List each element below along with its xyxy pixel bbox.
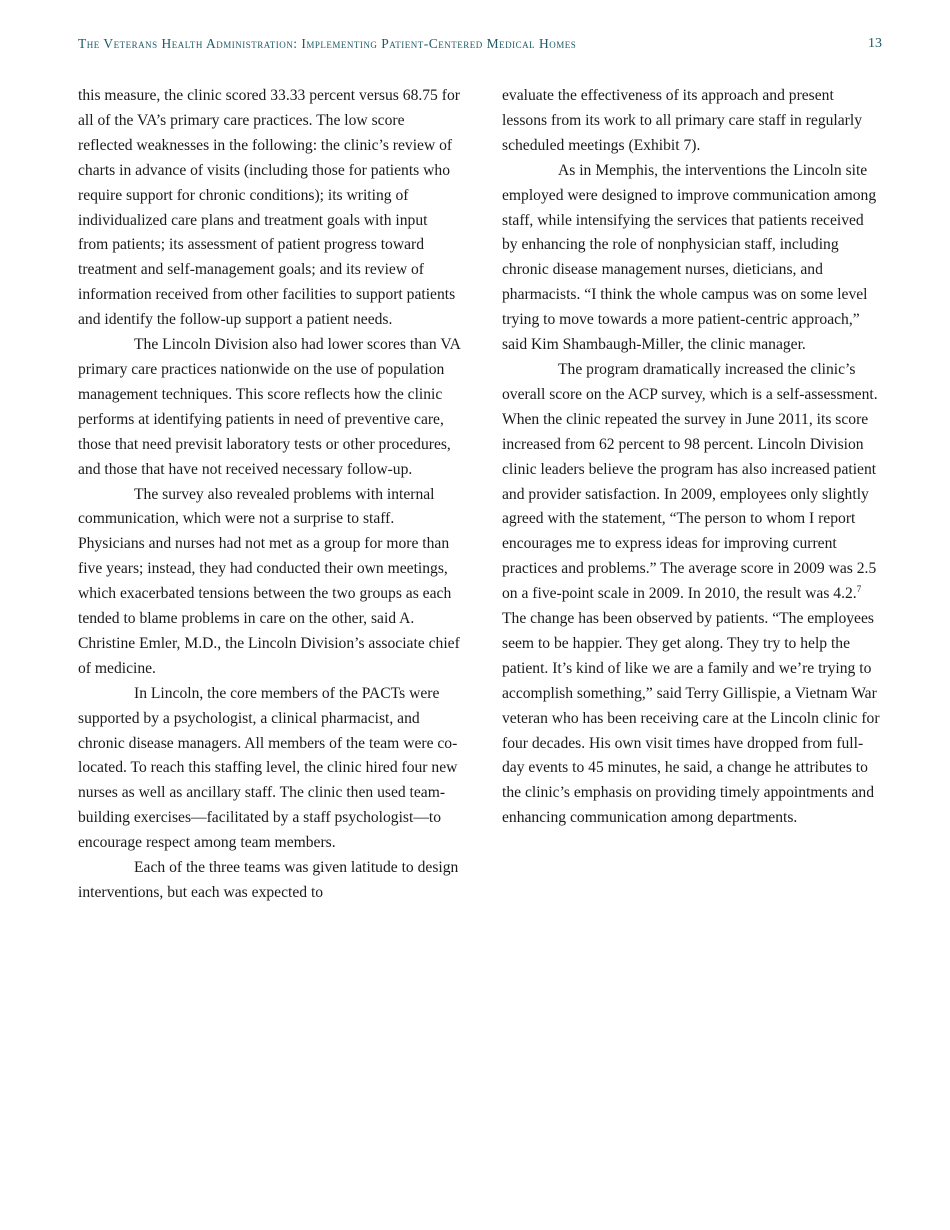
right-paragraph-3-text-a: The program dramatically increased the clinic’s overall score on the ACP survey, which is a self-assessment. When the clinic repeated the survey in June 2011, its score increased from 62 percent to 98 percent. Lincoln Division clinic leaders believe the program has also increased patient and provider satisfaction. In 2009, employees only slightly agreed with the statement, “The person to whom I report encourages me to express ideas for improving current practices and problems.” The average score in 2009 was 2.5 on a five-point scale in 2009. In 2010, the result was 4.2. — [502, 360, 878, 603]
right-paragraph-2: As in Memphis, the interventions the Lincoln site employed were designed to improve communication among staff, while intensifying the services that patients received by enhancing the role of nonphysician staff, including chronic disease management nurses, dieticians, and pharmacists. “I think the whole campus was on some level trying to move towards a more patient-centric approach,” said Kim Shambaugh-Miller, the clinic manager. — [502, 161, 877, 354]
footnote-marker: 7 — [856, 583, 862, 594]
right-paragraph-1: evaluate the effectiveness of its approach and present lessons from its work to all primary care staff in regularly scheduled meetings (Exhibit 7). — [502, 87, 863, 154]
left-paragraph-4: In Lincoln, the core members of the PACTs were supported by a psychologist, a clinical pharmacist, and chronic disease managers. All members of the team were co-located. To reach this staffing level, the clinic hired four new nurses as well as ancillary staff. The clinic then used team-building exercises—facilitated by a staff psychologist—to encourage respect among team members. — [78, 684, 458, 852]
right-column — [502, 84, 882, 831]
left-paragraph-5: Each of the three teams was given latitude to design interventions, but each was expected to — [78, 859, 459, 901]
left-paragraph-3: The survey also revealed problems with internal communication, which were not a surprise to staff. Physicians and nurses had not met as a group for more than five years; instead, they had conducted their own meetings, which exacerbated tensions between the two groups as each tended to blame problems in care on the other, said A. Christine Emler, M.D., the Lincoln Division’s associate chief of medicine. — [78, 485, 460, 677]
left-paragraph-1: this measure, the clinic scored 33.33 percent versus 68.75 for all of the VA’s primary care practices. The low score reflected weaknesses in the following: the clinic’s review of charts in advance of visits (including those for patients who require support for chronic conditions); its writing of individualized care plans and treatment goals with input from patients; its assessment of patient progress toward treatment and self-management goals; and its review of information received from other facilities to support patients and identify the follow-up support a patient needs. — [78, 87, 460, 329]
page-number: 13 — [868, 36, 882, 51]
left-column — [78, 84, 460, 906]
right-paragraph-3-text-b: The change has been observed by patients. “The employees seem to be happier. They get along. They try to help the patient. It’s kind of like we are a family and we’re trying to accomplish something,” said Terry Gillispie, a Vietnam War veteran who has been receiving care at the Lincoln clinic for four decades. His own visit times have dropped from full-day events to 45 minutes, he said, a change he attributes to the clinic’s emphasis on providing timely appointments and enhancing communication among departments. — [502, 610, 880, 827]
right-paragraph-3 — [502, 358, 882, 831]
running-title: The Veterans Health Administration: Implementing Patient-Centered Medical Homes — [78, 36, 577, 51]
running-header — [78, 36, 882, 54]
left-paragraph-2: The Lincoln Division also had lower scores than VA primary care practices nationwide on the use of population management techniques. This score reflects how the clinic performs at identifying patients in need of preventive care, those that need previsit laboratory tests or other procedures, and those that have not received necessary follow-up. — [78, 336, 460, 478]
